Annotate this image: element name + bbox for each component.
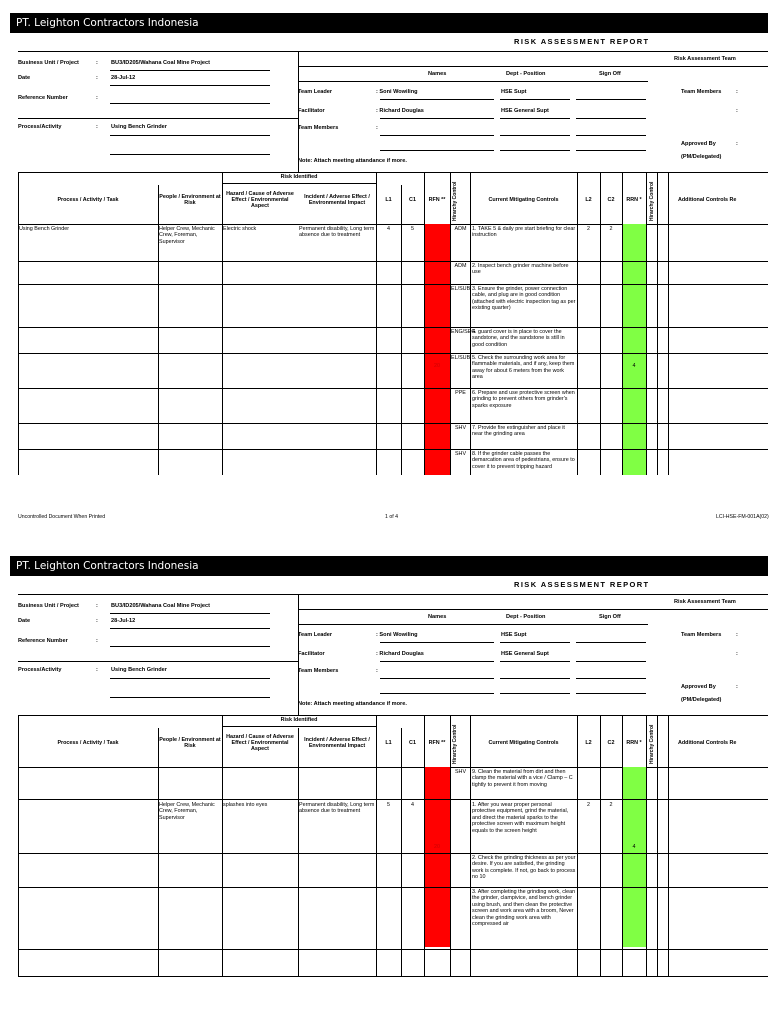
people-cell: Helper Crew, Mechanic Crew, Foreman, Supervisor — [159, 802, 215, 821]
control-cell: 8. If the grinder cable passes the demarcation area of pedestrians, ensure to cover it to prevent tripping hazard — [472, 451, 575, 470]
business-unit-value: BU3/ID205/Wahana Coal Mine Project — [111, 60, 210, 66]
footer-doc-code: LCI-HSE-FM-001A(02) — [716, 514, 769, 520]
facilitator-dept: HSE General Supt — [501, 108, 549, 114]
hierarchy-cell: PPE — [455, 390, 466, 396]
process-activity-value: Using Bench Grinder — [111, 124, 167, 130]
team-members-label: Team Members — [298, 668, 339, 674]
process-activity-label: Process/Activity — [18, 667, 62, 673]
hierarchy-cell: ENG/SEG — [451, 329, 476, 335]
colon: : — [736, 108, 738, 114]
col-l1: L1 — [385, 739, 392, 746]
process-cell: Using Bench Grinder — [19, 226, 70, 232]
colon: : — [736, 632, 738, 638]
incident-cell: Permanent disability, Long term absence due to treatment — [299, 226, 375, 239]
rfn-value: 20 — [434, 363, 440, 369]
control-cell: 3. After completing the grinding work, clean the grinder, clampivice, and bench grinder using brush, and then clean the protective screen and work area with a broom, Never clean the grinding work area with compressed air — [472, 889, 576, 928]
incident-cell: Permanent disability, Long term absence due to treatment — [299, 802, 375, 815]
col-process: Process / Activity / Task — [57, 739, 119, 746]
col-controls: Current Mitigating Controls — [488, 739, 559, 746]
col-people: People / Environment at Risk — [159, 736, 221, 749]
colon: : — [96, 603, 98, 609]
control-cell: 5. Check the surrounding work area for flammable materials, and if any, keep them away for about 6 meters from the work area — [472, 355, 575, 381]
hazard-cell: Electric shock — [223, 226, 257, 232]
col-hierarchy-2: Hirarchy Control — [649, 724, 655, 764]
company-banner: PT. Leighton Contractors Indonesia — [10, 556, 768, 576]
l2-cell: 2 — [587, 802, 590, 808]
facilitator-name: : Richard Douglas — [376, 108, 424, 114]
col-l2: L2 — [585, 196, 592, 203]
team-leader-name: : Soni Wowiling — [376, 89, 418, 95]
col-c2: C2 — [607, 196, 615, 203]
team-leader-dept: HSE Supt — [501, 89, 527, 95]
team-leader-dept: HSE Supt — [501, 632, 527, 638]
colon: : — [736, 141, 738, 147]
col-c2: C2 — [607, 739, 615, 746]
rfn-value: 20 — [434, 844, 440, 850]
c1-cell: 4 — [411, 802, 414, 808]
col-hazard: Hazard / Cause of Adverse Effect / Environmental Aspect — [226, 733, 294, 753]
date-value: 28-Jul-12 — [111, 618, 136, 624]
control-cell: 7. Provide fire extinguisher and place it near the grinding area — [472, 425, 565, 438]
rrn-value: 4 — [632, 844, 636, 850]
col-hazard: Hazard / Cause of Adverse Effect / Environmental Aspect — [226, 190, 294, 210]
colon: : — [96, 667, 98, 673]
hierarchy-cell: EL/SUB — [451, 355, 471, 361]
control-cell: 2. Check the grinding thickness as per your desire. If you are satisfied, the grinding work is complete. If not, go back to process no 10 — [472, 855, 576, 881]
risk-identified-header: Risk Identified — [280, 717, 318, 724]
report-title: RISK ASSESSMENT REPORT — [514, 37, 650, 46]
page-2 — [0, 556, 768, 1026]
col-additional: Additional Controls Re — [678, 196, 737, 203]
control-cell: 3. Ensure the grinder, power connection cable, and plug are in good condition (attached with electric inspection tag as per existing quarter) — [472, 286, 576, 312]
risk-assessment-team: Risk Assessment Team — [674, 56, 736, 62]
control-cell: 6. Prepare and use protective screen when grinding to prevent others from grinder's sparks exposure — [472, 390, 575, 409]
c2-cell: 2 — [609, 802, 613, 808]
facilitator-name: : Richard Douglas — [376, 651, 424, 657]
date-label: Date — [18, 618, 31, 624]
colon: : — [96, 124, 98, 130]
date-label: Date — [18, 75, 31, 81]
sign-off-header: Sign Off — [599, 71, 621, 77]
control-cell: 9. Clean the material from dirt and then clamp the material with a vice / Clamp – C tightly to prevent it from moving — [472, 769, 573, 788]
hierarchy-cell: SHV — [454, 769, 467, 775]
rrn-value: 4 — [632, 363, 636, 369]
control-cell: 1. After you wear proper personal protective equipment, grind the material, and direct the material sparks to the protective screen with maximum height equals to the screen height — [472, 802, 569, 834]
c1-cell: 5 — [411, 226, 414, 232]
colon: : — [96, 638, 98, 644]
colon: : — [736, 651, 738, 657]
hierarchy-cell: EL/SUB — [451, 286, 471, 292]
col-incident: Incident / Adverse Effect / Environmental Impact — [304, 736, 370, 749]
risk-assessment-team: Risk Assessment Team — [674, 599, 736, 605]
hierarchy-cell: SHV — [454, 451, 467, 457]
colon: : — [96, 618, 98, 624]
footer-page-number: 1 of 4 — [385, 514, 398, 520]
col-l2: L2 — [585, 739, 592, 746]
hierarchy-cell: ADM — [454, 226, 467, 232]
col-rfn: RFN ** — [428, 196, 446, 203]
pm-delegated-label: (PM/Delegated) — [681, 697, 722, 703]
names-header: Names — [428, 614, 447, 620]
colon: : — [736, 684, 738, 690]
col-additional: Additional Controls Re — [678, 739, 737, 746]
col-hierarchy: Hirarchy Control — [452, 724, 458, 764]
col-hierarchy-2: Hirarchy Control — [649, 181, 655, 221]
process-activity-label: Process/Activity — [18, 124, 62, 130]
col-c1: C1 — [409, 739, 416, 746]
team-members-right-label: Team Members — [681, 632, 722, 638]
footer-uncontrolled: Uncontrolled Document When Printed — [18, 514, 106, 520]
attendance-note: Note: Attach meeting attandance if more. — [298, 158, 407, 164]
risk-identified-header: Risk Identified — [280, 174, 318, 181]
l1-cell: 4 — [387, 226, 390, 232]
col-process: Process / Activity / Task — [57, 196, 119, 203]
report-title: RISK ASSESSMENT REPORT — [514, 580, 650, 589]
team-leader-name: : Soni Wowiling — [376, 632, 418, 638]
people-cell: Helper Crew, Mechanic Crew, Foreman, Supervisor — [159, 226, 215, 245]
colon: : — [376, 125, 378, 131]
col-people: People / Environment at Risk — [159, 193, 221, 206]
col-rrn: RRN * — [626, 739, 642, 746]
rrn-low-fill — [622, 767, 646, 947]
team-members-right-label: Team Members — [681, 89, 722, 95]
facilitator-label: Facilitator — [298, 651, 325, 657]
col-incident: Incident / Adverse Effect / Environmental Impact — [304, 193, 370, 206]
reference-number-label: Reference Number — [18, 638, 68, 644]
reference-number-label: Reference Number — [18, 95, 68, 101]
control-cell: 2. Inspect bench grinder machine before use — [472, 263, 569, 276]
dept-position-header: Dept - Position — [506, 71, 546, 77]
c2-cell: 2 — [609, 226, 613, 232]
names-header: Names — [428, 71, 447, 77]
date-value: 28-Jul-12 — [111, 75, 136, 81]
colon: : — [736, 89, 738, 95]
col-hierarchy: Hirarchy Control — [452, 181, 458, 221]
attendance-note: Note: Attach meeting attandance if more. — [298, 701, 407, 707]
rfn-high-fill — [424, 767, 450, 947]
colon: : — [96, 60, 98, 66]
col-c1: C1 — [409, 196, 416, 203]
approved-by-label: Approved By — [681, 141, 716, 147]
hazard-cell: splashes into eyes — [223, 802, 268, 808]
pm-delegated-label: (PM/Delegated) — [681, 154, 722, 160]
col-l1: L1 — [385, 196, 392, 203]
facilitator-dept: HSE General Supt — [501, 651, 549, 657]
business-unit-value: BU3/ID205/Wahana Coal Mine Project — [111, 603, 210, 609]
company-banner: PT. Leighton Contractors Indonesia — [10, 13, 768, 33]
page-1 — [0, 13, 768, 483]
control-cell: 4. guard cover is in place to cover the sandstone, and the sandstone is still in good condition — [472, 329, 565, 348]
col-rfn: RFN ** — [428, 739, 446, 746]
col-rrn: RRN * — [626, 196, 642, 203]
business-unit-label: Business Unit / Project — [18, 603, 79, 609]
l2-cell: 2 — [587, 226, 590, 232]
hierarchy-cell: ADM — [454, 263, 467, 269]
approved-by-label: Approved By — [681, 684, 716, 690]
col-controls: Current Mitigating Controls — [488, 196, 559, 203]
colon: : — [376, 668, 378, 674]
sign-off-header: Sign Off — [599, 614, 621, 620]
process-activity-value: Using Bench Grinder — [111, 667, 167, 673]
colon: : — [96, 95, 98, 101]
control-cell: 1. TAKE 5 & daily pre start briefing for clear instruction — [472, 226, 576, 239]
team-leader-label: Team Leader — [298, 632, 333, 638]
team-leader-label: Team Leader — [298, 89, 333, 95]
business-unit-label: Business Unit / Project — [18, 60, 79, 66]
dept-position-header: Dept - Position — [506, 614, 546, 620]
facilitator-label: Facilitator — [298, 108, 325, 114]
hierarchy-cell: SHV — [454, 425, 467, 431]
team-members-label: Team Members — [298, 125, 339, 131]
l1-cell: 5 — [387, 802, 390, 808]
colon: : — [96, 75, 98, 81]
